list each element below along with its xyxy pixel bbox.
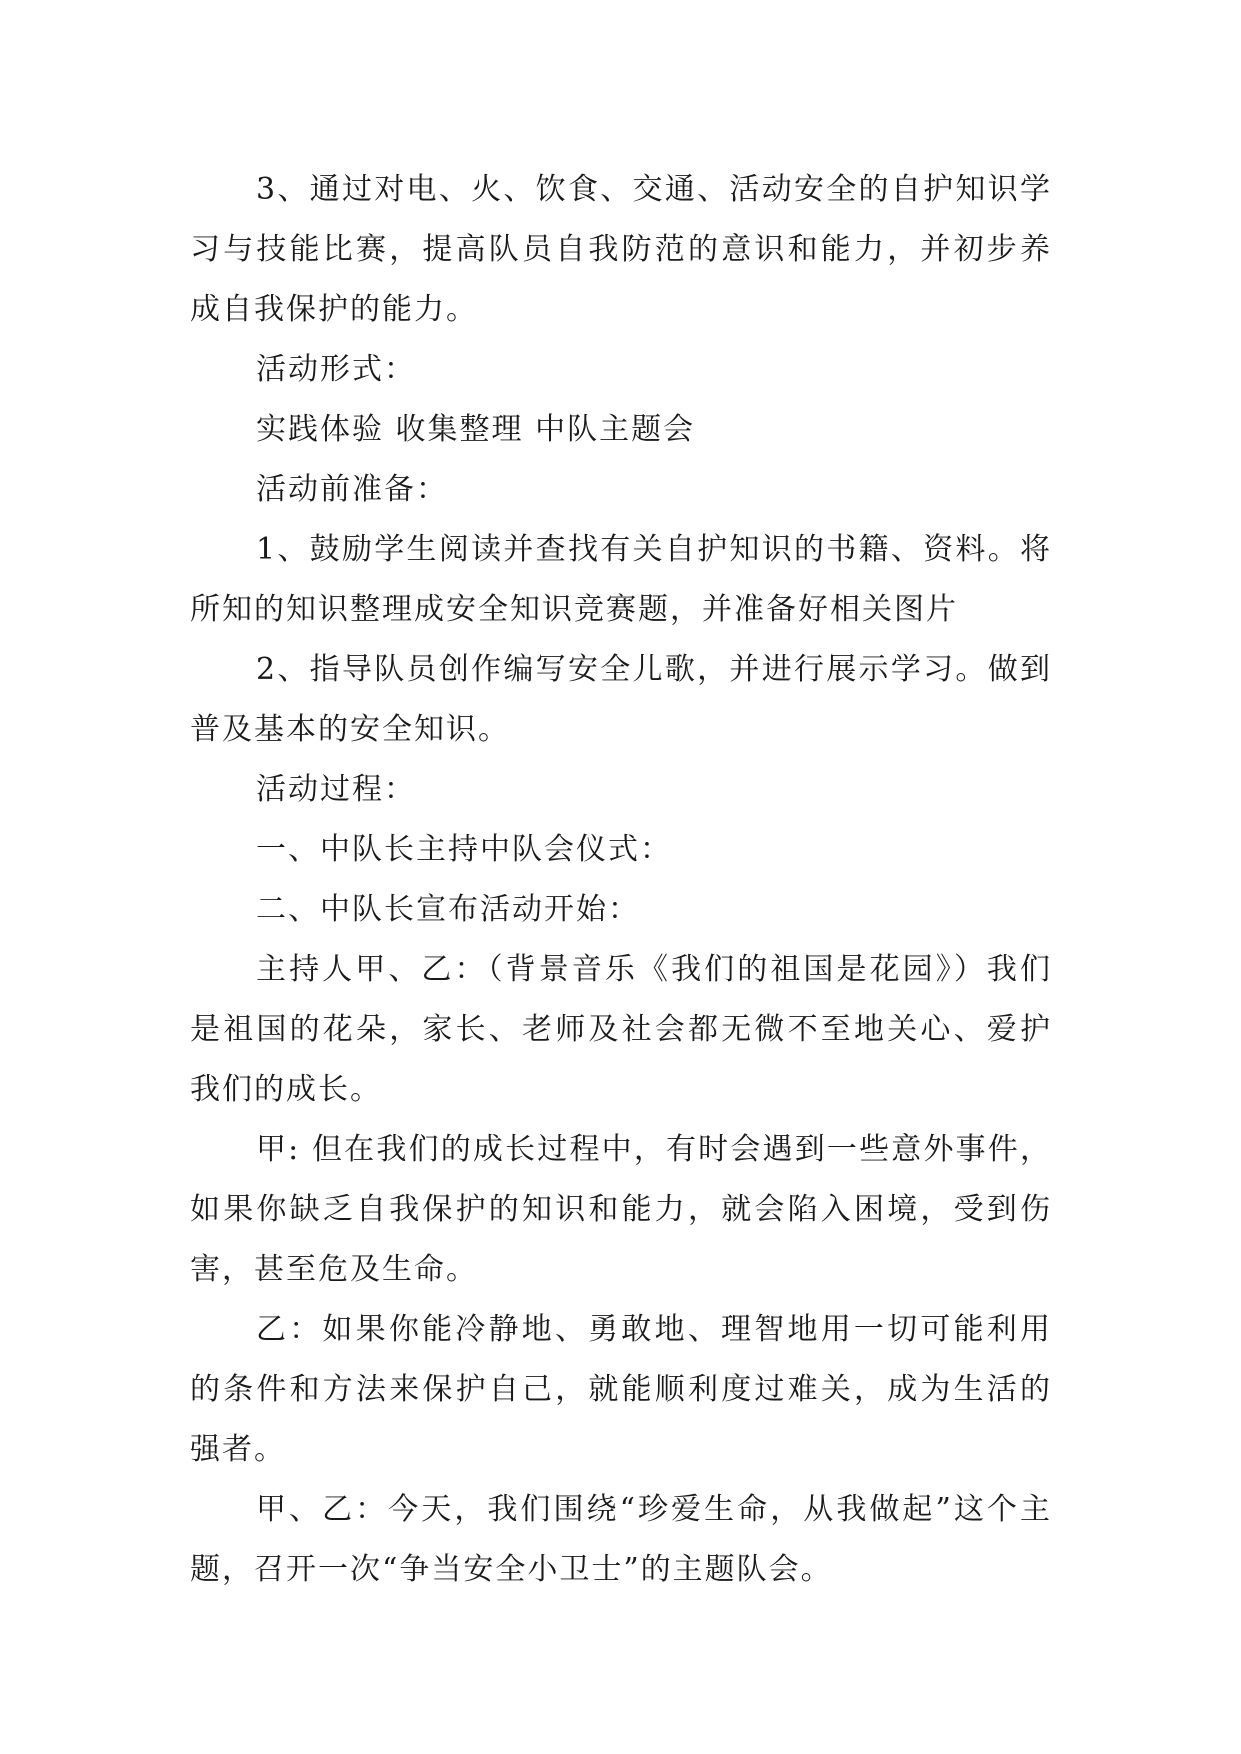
paragraph-host-theme: 甲、乙：今天，我们围绕“珍爱生命，从我做起”这个主题，召开一次“争当安全小卫士”的主题队会。	[190, 1492, 1052, 1587]
document-body	[190, 160, 1052, 1600]
paragraph-activity-forms: 实践体验 收集整理 中队主题会	[256, 412, 696, 447]
paragraph-process-step-1: 一、中队长主持中队会仪式：	[256, 832, 672, 867]
paragraph-process-heading: 活动过程：	[256, 772, 416, 807]
paragraph-preparation-1: 1、鼓励学生阅读并查找有关自护知识的书籍、资料。将所知的知识整理成安全知识竞赛题，并准备好相关图片	[190, 532, 1052, 627]
paragraph-process-step-2: 二、中队长宣布活动开始：	[256, 892, 640, 927]
paragraph-preparation-2: 2、指导队员创作编写安全儿歌，并进行展示学习。做到普及基本的安全知识。	[190, 652, 1052, 747]
paragraph-goal-3: 3、通过对电、火、饮食、交通、活动安全的自护知识学习与技能比赛，提高队员自我防范的意识和能力，并初步养成自我保护的能力。	[190, 172, 1052, 327]
paragraph-activity-form-heading: 活动形式：	[256, 352, 416, 387]
paragraph-host-opening: 主持人甲、乙：（背景音乐《我们的祖国是花园》）我们是祖国的花朵，家长、老师及社会都无微不至地关心、爱护我们的成长。	[190, 952, 1052, 1107]
paragraph-host-b: 乙：如果你能冷静地、勇敢地、理智地用一切可能利用的条件和方法来保护自己，就能顺利度过难关，成为生活的强者。	[190, 1312, 1052, 1467]
paragraph-preparation-heading: 活动前准备：	[256, 472, 448, 507]
paragraph-host-a: 甲: 但在我们的成长过程中，有时会遇到一些意外事件，如果你缺乏自我保护的知识和能力，就会陷入困境，受到伤害，甚至危及生命。	[190, 1132, 1052, 1287]
